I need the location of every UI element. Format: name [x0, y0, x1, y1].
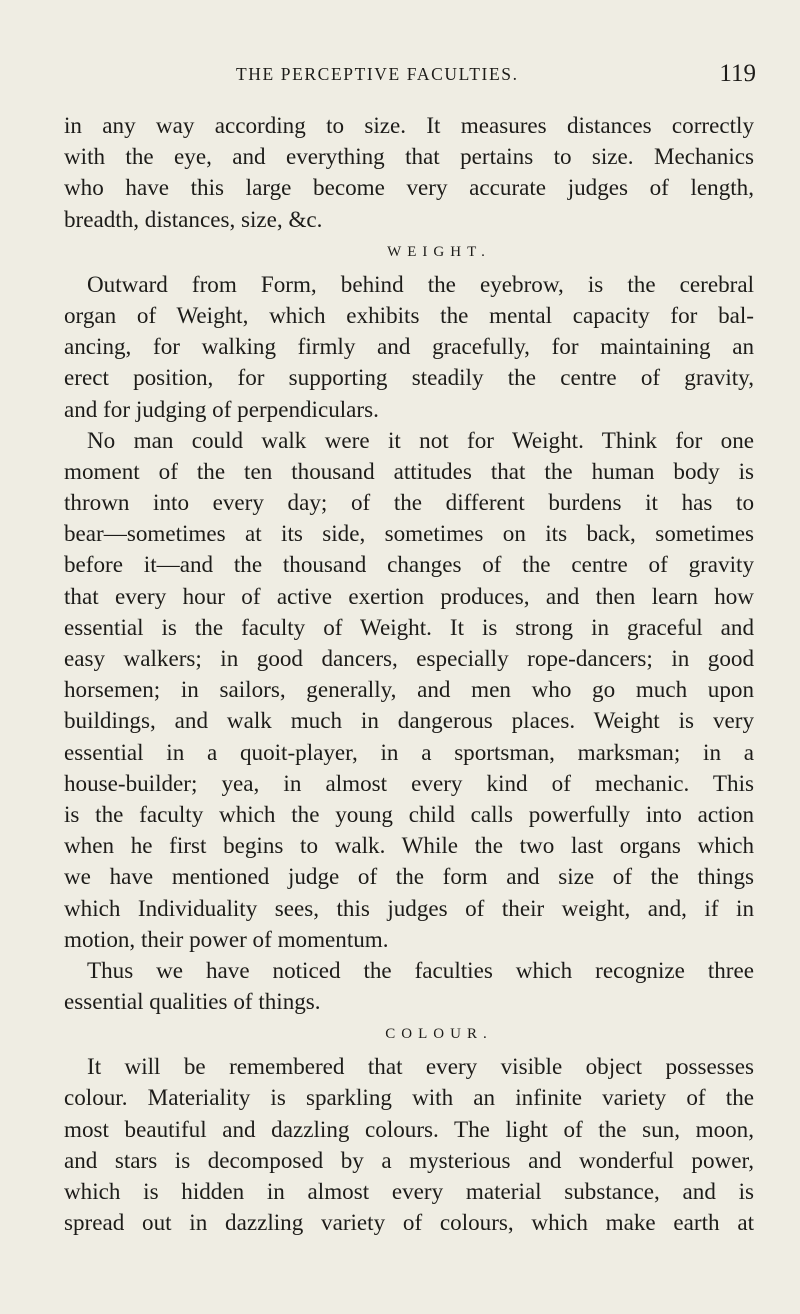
text-line: spread out in dazzling variety of colours, which make earth at: [64, 1209, 754, 1236]
text-line: essential in a quoit-player, in a sportsman, marksman; in a: [64, 738, 754, 765]
text-line: in any way according to size. It measures distances correctly: [64, 112, 754, 138]
text-line: buildings, and walk much in dangerous places. Weight is very: [64, 707, 754, 734]
paragraph-weight-summary: [64, 955, 754, 1017]
text-line: house-builder; yea, in almost every kind of mechanic. This: [64, 769, 754, 796]
text-line: ancing, for walking firmly and gracefully, for maintaining an: [64, 333, 754, 360]
text-line: It will be remembered that every visible object possesses: [87, 1053, 754, 1080]
text-line: organ of Weight, which exhibits the mental capacity for bal-: [64, 301, 754, 328]
text-line: erect position, for supporting steadily the centre of gravity,: [64, 364, 754, 391]
text-line: most beautiful and dazzling colours. The light of the sun, moon,: [64, 1115, 754, 1142]
paragraph-weight-intro: [64, 269, 754, 425]
text-line: motion, their power of momentum.: [64, 925, 389, 952]
text-line: bear—sometimes at its side, sometimes on its back, sometimes: [64, 520, 754, 547]
text-line: horsemen; in sailors, generally, and men who go much upon: [64, 676, 754, 703]
text-line: thrown into every day; of the different burdens it has to: [64, 489, 754, 516]
section-heading-weight: WEIGHT.: [387, 243, 491, 260]
page-number: 119: [719, 60, 756, 87]
paragraph-weight-body: [64, 425, 754, 955]
text-line: before it—and the thousand changes of the centre of gravity: [64, 551, 754, 578]
paragraph-colour: [64, 1051, 754, 1238]
text-line: Outward from Form, behind the eyebrow, is the cerebral: [87, 270, 754, 297]
text-line: that every hour of active exertion produces, and then learn how: [64, 582, 754, 609]
text-line: and for judging of perpendiculars.: [64, 395, 379, 422]
text-line: breadth, distances, size, &c.: [64, 205, 323, 232]
text-line: and stars is decomposed by a mysterious and wonderful power,: [64, 1146, 754, 1173]
text-line: which is hidden in almost every material substance, and is: [64, 1178, 754, 1204]
running-header: [236, 60, 756, 92]
text-line: moment of the ten thousand attitudes that the human body is: [64, 457, 754, 484]
text-line: when he first begins to walk. While the two last organs which: [64, 832, 754, 859]
text-line: essential qualities of things.: [64, 988, 321, 1015]
running-title: THE PERCEPTIVE FACULTIES.: [236, 64, 519, 84]
text-line: who have this large become very accurate judges of length,: [64, 174, 754, 201]
body-text: [64, 110, 754, 1238]
paragraph-size-continuation: [64, 110, 754, 235]
text-line: No man could walk were it not for Weight. Think for one: [87, 426, 754, 453]
text-line: essential is the faculty of Weight. It is strong in graceful and: [64, 613, 754, 640]
text-line: we have mentioned judge of the form and size of the things: [64, 863, 754, 890]
text-line: colour. Materiality is sparkling with an infinite variety of the: [64, 1084, 754, 1111]
text-line: with the eye, and everything that pertains to size. Mechanics: [64, 143, 754, 170]
section-heading-colour: COLOUR.: [385, 1026, 493, 1043]
text-line: Thus we have noticed the faculties which recognize three: [87, 956, 754, 983]
text-line: which Individuality sees, this judges of their weight, and, if in: [64, 894, 754, 921]
text-line: easy walkers; in good dancers, especially rope-dancers; in good: [64, 645, 754, 671]
text-line: is the faculty which the young child calls powerfully into action: [64, 800, 754, 827]
